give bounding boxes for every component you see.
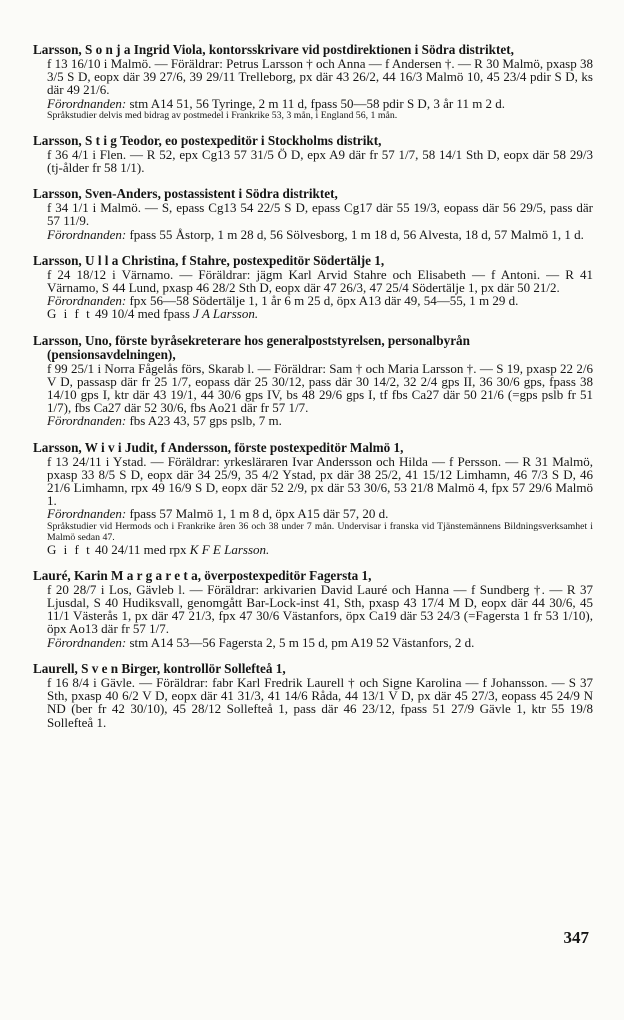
entry-text: f 24 18/12 i Värnamo. — Föräldrar: jägm Karl Arvid Stahre och Elisabeth — f Antoni. — R 41 Värnamo, S 44 Lund, pxasp 46 28/2 Sth D, eopx där 47 26/3, 47 25/4 Södertälje 1, px där 50 21/2. xyxy=(47,266,593,296)
entry-body xyxy=(33,57,593,121)
entry-heading: Larsson, Uno, förste byråsekreterare hos generalpoststyrelsen, personalbyrån (pensionsavdelningen), xyxy=(33,332,470,362)
entry-text: f 99 25/1 i Norra Fågelås förs, Skarab l. — Föräldrar: Sam † och Maria Larsson †. — S 19, pxasp 22 2/6 V D, passasp där fr 25 1/7, eopass där 25 30/12, pass där 30 14/2, 32 2/4 gps II, 36 30/6 gps, fpass 38 14/10 gps I, ktr där 43 19/1, 44 30/6 gps IV, bs 48 29/6 gps I, tf fbs Ca27 där 50 21/6 (=gps pslb fr 51 1/7), fbs Ca27 där 52 30/6, fbs Ao21 där fr 57 1/7. xyxy=(47,360,593,416)
entry-text: f 13 16/10 i Malmö. — Föräldrar: Petrus Larsson † och Anna — f Andersen †. — R 30 Malmö, pxasp 38 3/5 S D, eopx där 39 27/6, 39 29/11 Trelleborg, px där 43 26/2, 44 16/3 Malmö 10, 45 23/4 pdir S D, ks där 49 21/6. xyxy=(47,56,593,98)
entry-uno-larsson xyxy=(33,334,593,428)
entry-note: Språkstudier delvis med bidrag av postmedel i Frankrike 53, 3 mån, i England 56, 1 mån. xyxy=(47,109,398,121)
entry-body xyxy=(33,201,593,241)
entry-body xyxy=(33,676,593,729)
entry-heading: Lauré, Karin M a r g a r e t a, överpostexpeditör Fagersta 1, xyxy=(33,567,372,583)
entry-text: f 34 1/1 i Malmö. — S, epass Cg13 54 22/5 S D, epass Cg17 där 55 19/3, eopass där 56 29/5, pass där 57 11/9. xyxy=(47,200,593,229)
entry-body xyxy=(33,362,593,428)
appointments-label: Förordnanden: xyxy=(47,95,127,111)
married-text: 40 24/11 med rpx xyxy=(94,541,187,557)
entry-body xyxy=(33,148,593,174)
married-label: G i f t xyxy=(47,306,92,322)
entry-heading: Laurell, S v e n Birger, kontrollör Sollefteå 1, xyxy=(33,660,286,676)
entry-sonja-larsson xyxy=(33,43,593,121)
married-text: 49 10/4 med fpass xyxy=(94,306,190,322)
entry-text: f 20 28/7 i Los, Gävleb l. — Föräldrar: arkivarien David Lauré och Hanna — f Sundberg †. — R 37 Ljusdal, S 40 Hudiksvall, genomgått Bar-Lock-inst 41, Sth, pxasp 43 17/4 M D, eopx där 44 30/6, 45 11/1 Västerås 1, px där 47 21/3, fpx 47 30/6 Västanfors, öpx Ca19 där 53 24/3 (=Fagersta 1 fr 53 1/10), öpx Ao13 där fr 57 1/7. xyxy=(47,581,593,637)
appointments-text: stm A14 51, 56 Tyringe, 2 m 11 d, fpass 50—58 pdir S D, 3 år 11 m 2 d. xyxy=(129,95,506,111)
spouse-name: J A Larsson. xyxy=(193,306,259,322)
page-number: 347 xyxy=(563,928,589,947)
appointments-text: fpass 57 Malmö 1, 1 m 8 d, öpx A15 där 57, 20 d. xyxy=(129,506,389,522)
entry-body xyxy=(33,455,593,556)
entry-heading: Larsson, S t i g Teodor, eo postexpeditör i Stockholms distrikt, xyxy=(33,132,382,148)
entry-text: f 13 24/11 i Ystad. — Föräldrar: yrkesläraren Ivar Andersson och Hilda — f Persson. — R 31 Malmö, pxasp 33 8/5 S D, eopx där 34 25/9, 35 4/2 Ystad, px där 38 25/2, 41 15/12 Limhamn, 46 7/3 S D, 46 21/6 Limhamn, rpx 49 16/9 S D, eopx där 52 2/9, px där 53 30/6, 53 21/8 Malmö 4, fpx 57 29/6 Malmö 1. xyxy=(47,453,593,509)
entry-text: f 36 4/1 i Flen. — R 52, epx Cg13 57 31/5 Ö D, epx A9 där fr 57 1/7, 58 14/1 Sth D, eopx där 58 29/3 (tj-ålder fr 58 1/1). xyxy=(47,146,593,176)
appointments-text: stm A14 53—56 Fagersta 2, 5 m 15 d, pm A19 52 Västanfors, 2 d. xyxy=(129,634,475,650)
document-page xyxy=(33,43,593,742)
entry-heading: Larsson, S o n j a Ingrid Viola, kontorsskrivare vid postdirektionen i Södra distriktet, xyxy=(33,42,514,57)
entry-karin-laure xyxy=(33,569,593,649)
entry-wivi-larsson xyxy=(33,441,593,556)
married-label: G i f t xyxy=(47,541,92,557)
appointments-label: Förordnanden: xyxy=(47,413,127,429)
appointments-text: fpx 56—58 Södertälje 1, 1 år 6 m 25 d, öpx A13 där 49, 54—55, 1 m 29 d. xyxy=(129,293,519,309)
appointments-label: Förordnanden: xyxy=(47,293,127,309)
entry-body xyxy=(33,583,593,649)
entry-heading: Larsson, Sven-Anders, postassistent i Södra distriktet, xyxy=(33,186,338,202)
entry-ulla-larsson xyxy=(33,254,593,321)
appointments-text: fbs A23 43, 57 gps pslb, 7 m. xyxy=(129,413,282,429)
appointments-label: Förordnanden: xyxy=(47,226,127,242)
entry-stig-larsson xyxy=(33,134,593,174)
entry-sven-laurell xyxy=(33,662,593,729)
entry-body xyxy=(33,268,593,321)
appointments-label: Förordnanden: xyxy=(47,506,127,522)
entry-note: Språkstudier vid Hermods och i Frankrike åren 36 och 38 under 7 mån. Undervisar i franska vid Tjänstemännens Bildningsverksamhet i Malmö sedan 47. xyxy=(47,520,593,543)
entry-text: f 16 8/4 i Gävle. — Föräldrar: fabr Karl Fredrik Laurell † och Signe Karolina — f Johansson. — S 37 Sth, pxasp 40 6/2 V D, eopx där 41 31/3, 41 14/6 Råda, 44 13/1 V D, px där 45 27/3, eopass 45 24/9 N ND (ber fr 42 30/10), 45 28/12 Sollefteå 1, pass där 46 23/12, fpass 51 27/9 Gävle 1, ktr 55 19/8 Sollefteå 1. xyxy=(47,674,593,730)
entry-heading: Larsson, U l l a Christina, f Stahre, postexpeditör Södertälje 1, xyxy=(33,252,385,268)
appointments-label: Förordnanden: xyxy=(47,634,127,650)
appointments-text: fpass 55 Åstorp, 1 m 28 d, 56 Sölvesborg, 1 m 18 d, 56 Alvesta, 18 d, 57 Malmö 1, 1 d. xyxy=(129,226,584,242)
entry-sven-anders-larsson xyxy=(33,187,593,241)
spouse-name: K F E Larsson. xyxy=(189,541,270,557)
entry-heading: Larsson, W i v i Judit, f Andersson, förste postexpeditör Malmö 1, xyxy=(33,439,404,455)
